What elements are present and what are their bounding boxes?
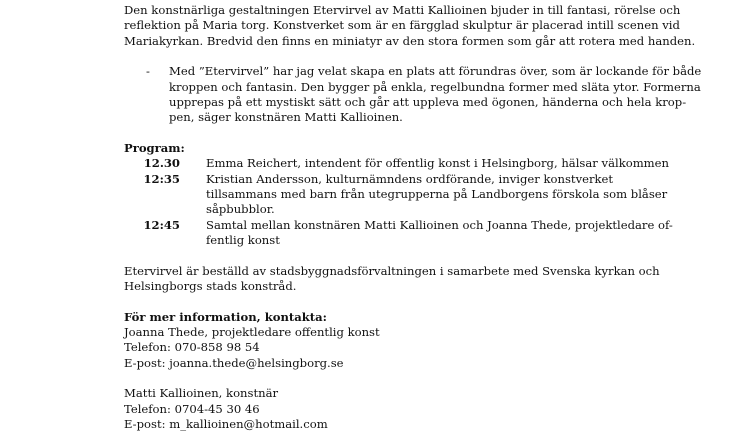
contact-section: [124, 310, 644, 372]
program-text: såpbubblor.: [206, 202, 275, 217]
contact-phone: Telefon: 070-858 98 54: [124, 340, 260, 355]
program-item: [124, 156, 670, 171]
program-item: [124, 217, 673, 249]
program-item: [124, 171, 668, 218]
artist-quote: [124, 64, 702, 126]
program-heading: Program:: [124, 140, 185, 155]
contact-name: Joanna Thede, projektledare offentlig konst: [124, 324, 380, 339]
contact-section-artist: [124, 386, 644, 432]
program-time: 12:35: [143, 171, 180, 186]
quote-line: kroppen och fantasin. Den bygger på enkla, regelbundna former med släta ytor. Formerna: [169, 79, 701, 94]
quote-line: upprepas på ett mystiskt sätt och går att uppleva med ögonen, händerna och hela krop-: [169, 95, 687, 110]
quote-line: Med ”Etervirvel” har jag velat skapa en plats att förundras över, som är lockande för både: [169, 64, 702, 79]
ordered-line: Etervirvel är beställd av stadsbyggnadsförvaltningen i samarbete med Svenska kyrkan och: [124, 263, 660, 278]
contact-email: E-post: joanna.thede@helsingborg.se: [124, 355, 344, 370]
program-text: Samtal mellan konstnären Matti Kallioinen och Joanna Thede, projektledare of-: [206, 217, 673, 232]
list-dash: -: [146, 64, 150, 79]
contact-phone: Telefon: 0704-45 30 46: [124, 401, 260, 416]
contact-heading: För mer information, kontakta:: [124, 309, 327, 324]
press-release-document: [124, 3, 702, 432]
intro-line: reflektion på Maria torg. Konstverket som är en färgglad skulptur är placerad intill scenen vid: [124, 18, 680, 33]
ordered-line: Helsingborgs stads konstråd.: [124, 279, 297, 294]
contact-name: Matti Kallioinen, konstnär: [124, 386, 279, 401]
intro-line: Den konstnärliga gestaltningen Etervirvel av Matti Kallioinen bjuder in till fantasi, rörelse och: [124, 3, 681, 17]
contact-email: E-post: m_kallioinen@hotmail.com: [124, 416, 328, 431]
program-section: [124, 140, 673, 249]
quote-line: pen, säger konstnären Matti Kallioinen.: [169, 110, 403, 125]
ordered-by-paragraph: [124, 263, 660, 295]
intro-line: Mariakyrkan. Bredvid den finns en miniatyr av den stora formen som går att rotera med handen.: [124, 33, 696, 48]
program-text: fentlig konst: [206, 233, 280, 248]
program-time: 12.30: [143, 156, 180, 171]
intro-paragraph: [124, 3, 696, 49]
program-text: tillsammans med barn från utegrupperna på Landborgens förskola som blåser: [206, 187, 668, 202]
program-text: Kristian Andersson, kulturnämndens ordförande, inviger konstverket: [206, 171, 614, 186]
program-text: Emma Reichert, intendent för offentlig konst i Helsingborg, hälsar välkommen: [206, 156, 670, 171]
program-time: 12:45: [143, 217, 180, 232]
